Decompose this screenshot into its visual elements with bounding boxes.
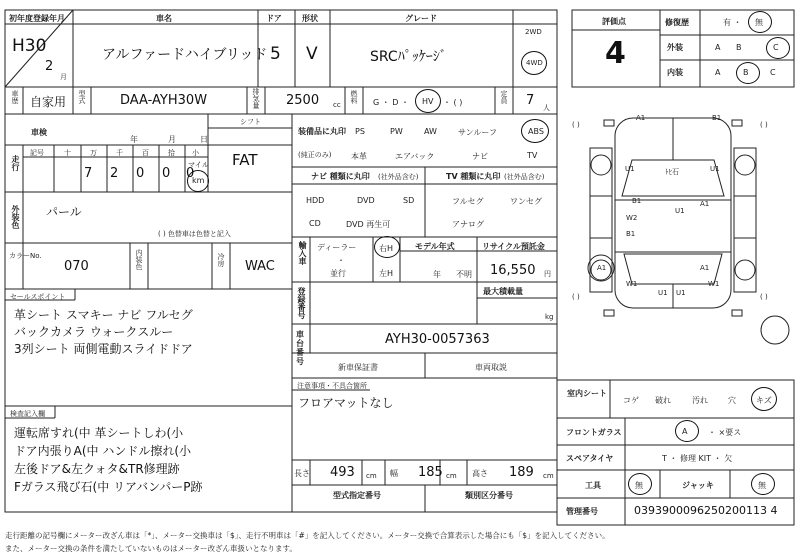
- 4wd-circle-mark: [521, 51, 547, 75]
- diagram-code: B1: [632, 197, 642, 205]
- equip-sunroof: サンルーフ: [458, 128, 497, 137]
- mileage-digit-1: 2: [110, 166, 119, 181]
- repair-none-circle-mark: [748, 11, 772, 33]
- selling-line-2: バックカメラ ウォークスルー: [14, 325, 174, 339]
- interior-b-circle-mark: [736, 62, 760, 84]
- import-right-hand: 右H: [379, 244, 394, 253]
- mileage-head-4: 百: [142, 149, 149, 157]
- km-label: km: [192, 176, 205, 185]
- width-value: 185: [418, 465, 443, 480]
- 4wd-option: 4WD: [526, 59, 543, 67]
- diagram-code: A1: [636, 114, 646, 122]
- year-label: 初年度登録年月: [9, 14, 65, 23]
- door-value: 5: [270, 44, 281, 64]
- spare-label: スペアタイヤ: [566, 454, 614, 463]
- mileage-digit-2: 0: [136, 166, 145, 181]
- type-cert-label: 型式指定番号: [333, 491, 381, 500]
- navi-title-sub: (社外品含む): [378, 173, 419, 181]
- inspector-line-4: Fガラス飛び石(中 リアバンパーP跡: [14, 480, 203, 494]
- inspector-line-2: ドア内張りA(中 ハンドル擦れ(小: [14, 444, 192, 458]
- displacement-value: 2500: [286, 93, 320, 108]
- bracket-br: ( ): [760, 293, 768, 301]
- jack-label: ジャッキ: [682, 481, 714, 490]
- type-label: 型式: [78, 90, 86, 104]
- shaken-label: 車検: [31, 128, 47, 137]
- color-no-label: カラーNo.: [9, 252, 42, 260]
- navi-dvd-play: DVD 再生可: [346, 220, 391, 229]
- notice-label: 注意事項・不具合箇所: [297, 382, 367, 390]
- seat-scratch: キズ: [756, 396, 772, 405]
- selling-points-label: セールスポイント: [10, 293, 66, 301]
- model-year-unit: 年: [433, 270, 441, 279]
- equip-pw: PW: [390, 127, 403, 136]
- color-label: 外装色: [11, 205, 20, 229]
- diagram-code: A1: [700, 264, 710, 272]
- notice-value: フロアマットなし: [298, 396, 394, 410]
- tv-analog: アナログ: [452, 220, 484, 229]
- model-value: アルファードハイブリッド: [102, 47, 268, 63]
- month-unit: 月: [60, 73, 67, 81]
- jack-circle-mark: [751, 473, 775, 495]
- equip-leather: 本革: [351, 152, 367, 161]
- inspector-line-1: 運転席すれ(中 革シートしわ(小: [14, 426, 184, 440]
- car-diagram-lines: [588, 118, 789, 344]
- color-note: ( ) 色替車は色替と記入: [158, 230, 231, 238]
- import-dealer: ディーラー: [317, 243, 357, 252]
- mileage-head-5: 拾: [168, 149, 175, 157]
- exterior-option-a: A: [715, 43, 721, 52]
- color-value: パール: [46, 205, 82, 219]
- diagram-code: W1: [708, 280, 720, 288]
- seat-scratch-circle-mark: [751, 387, 777, 411]
- equipment-label: 装備品に丸印: [298, 127, 346, 136]
- seat-dirt: 汚れ: [692, 396, 708, 405]
- abs-circle-mark: [521, 119, 549, 143]
- interior-option-c: C: [770, 68, 776, 77]
- capacity-unit: 人: [543, 104, 550, 112]
- import-dot: ・: [337, 256, 345, 265]
- interior-label: 内装: [667, 68, 683, 77]
- model-year-label: モデル年式: [415, 242, 455, 251]
- repair-options: 有 ・: [723, 18, 742, 27]
- footer-line-1: 走行距離の記号欄にメーター改ざん車は「*」、メーター交換車は「$」、走行不明車は「#」を記入してください。メーター交換で合算表示した場合にも「$」を記入してください。: [5, 531, 610, 540]
- diagram-code: W2: [626, 214, 638, 222]
- displacement-label: 排気量: [252, 88, 260, 109]
- grade-value: SRCﾊﾟｯｹｰｼﾞ: [370, 49, 447, 65]
- interior-option-a: A: [715, 68, 721, 77]
- mgmt-label: 管理番号: [566, 507, 598, 516]
- 2wd-option: 2WD: [525, 28, 542, 36]
- mileage-label: 走行: [11, 155, 20, 171]
- diagram-code: A1: [700, 200, 710, 208]
- tv-fullseg: フルセグ: [452, 197, 484, 206]
- diagram-code: U1: [675, 207, 685, 215]
- bracket-tr: ( ): [760, 121, 768, 129]
- registration-label: 登録番号: [297, 287, 306, 319]
- inspector-label: 検査記入欄: [10, 410, 45, 418]
- shift-label: シフト: [240, 118, 261, 126]
- navi-cd: CD: [309, 219, 321, 228]
- mileage-digit-0: 7: [84, 166, 93, 181]
- height-label: 高さ: [472, 469, 488, 478]
- model-year-unknown: 不明: [456, 270, 472, 279]
- mileage-head-3: 千: [116, 149, 123, 157]
- recycle-label: リサイクル預託金: [482, 242, 545, 251]
- glass-label: フロントガラス: [566, 428, 622, 437]
- tv-title-sub: (社外品含む): [504, 173, 545, 181]
- repair-selected: 無: [755, 18, 763, 27]
- max-load-label: 最大積載量: [483, 287, 523, 296]
- navi-hdd: HDD: [306, 196, 325, 205]
- jack-value: 無: [758, 481, 766, 490]
- equip-ps: PS: [355, 127, 365, 136]
- model-label: 車名: [156, 14, 172, 23]
- diagram-code: U1: [676, 289, 686, 297]
- capacity-label: 定員: [500, 90, 508, 104]
- footer-line-2: また、メーター交換の条件を満たしていないものはメーター改ざん車扱いとなります。: [5, 544, 297, 553]
- interior-seat-label: 室内シート: [567, 389, 607, 398]
- mile-label: マイル: [188, 161, 209, 169]
- shape-label: 形状: [302, 14, 318, 23]
- mileage-head-0: 記号: [30, 149, 44, 157]
- interior-option-b: B: [743, 68, 749, 77]
- glass-a: A: [682, 427, 688, 436]
- navi-title: ナビ 種類に丸印: [311, 172, 370, 181]
- shaken-month-unit: 月: [168, 135, 176, 144]
- equip-tv: TV: [527, 151, 538, 160]
- width-label: 幅: [390, 469, 398, 478]
- diagram-code: ﾄﾋ石: [665, 168, 679, 176]
- repair-label: 修復歴: [665, 18, 689, 27]
- spare-items: T ・ 修理 KIT ・ 欠: [662, 454, 733, 463]
- year-value: H30: [12, 36, 47, 56]
- tools-circle-mark: [628, 473, 652, 495]
- navi-sd: SD: [403, 196, 415, 205]
- chassis-value: AYH30-0057363: [385, 332, 490, 347]
- diagram-code: U1: [625, 165, 635, 173]
- seat-burn: コゲ: [623, 396, 639, 405]
- length-unit: cm: [366, 472, 377, 480]
- diagram-code: B1: [626, 230, 636, 238]
- length-value: 493: [330, 465, 355, 480]
- equip-abs: ABS: [528, 127, 544, 136]
- mileage-head-6: 小: [192, 149, 199, 157]
- shape-value: V: [306, 44, 318, 64]
- capacity-value: 7: [526, 93, 535, 108]
- width-unit: cm: [446, 472, 457, 480]
- ac-label: 冷房: [217, 253, 225, 267]
- shaken-day-unit: 日: [200, 135, 208, 144]
- tools-label: 工具: [585, 481, 601, 490]
- shift-value: FAT: [232, 151, 258, 169]
- manual-label: 車両取説: [475, 363, 507, 372]
- class-label: 類別区分番号: [465, 491, 513, 500]
- selling-line-3: 3列シート 両側電動スライドドア: [14, 342, 193, 356]
- mileage-digit-4: 0: [186, 166, 195, 181]
- recycle-value: 16,550: [490, 263, 536, 278]
- km-circle-mark: [187, 170, 209, 192]
- diagram-code: A1: [597, 264, 607, 272]
- glass-a-circle-mark: [675, 420, 699, 442]
- score-label: 評価点: [602, 17, 626, 26]
- category-value: 自家用: [30, 95, 67, 109]
- ac-value: WAC: [245, 259, 275, 274]
- mileage-digit-3: 0: [162, 166, 171, 181]
- month-value: 2: [45, 59, 54, 74]
- hv-circle-mark: [415, 89, 441, 113]
- right-hand-circle-mark: [374, 236, 400, 258]
- import-label: 輸入車: [298, 241, 307, 265]
- fuel-selected: HV: [422, 97, 434, 106]
- exterior-c-circle-mark: [766, 37, 790, 59]
- selling-line-1: 革シート スマキー ナビ フルセグ: [14, 308, 193, 322]
- color-no-value: 070: [64, 259, 89, 274]
- fuel-extra: ・ ( ): [443, 98, 463, 107]
- diagram-code: U1: [658, 289, 668, 297]
- type-value: DAA-AYH30W: [120, 93, 208, 108]
- shaken-year-unit: 年: [130, 135, 138, 144]
- inspector-line-3: 左後ドア&左クォタ&TR修理跡: [14, 462, 180, 476]
- height-value: 189: [509, 465, 534, 480]
- seat-hole: 穴: [728, 396, 736, 405]
- category-label: 車歴: [11, 90, 19, 104]
- diagram-code: W1: [626, 280, 638, 288]
- equip-navi: ナビ: [472, 152, 488, 161]
- interior-color-label: 内装色: [135, 249, 143, 270]
- recycle-unit: 円: [544, 270, 551, 278]
- exterior-label: 外装: [667, 43, 683, 52]
- warranty-label: 新車保証書: [338, 363, 378, 372]
- chassis-label: 車台番号: [296, 330, 304, 366]
- tv-title: TV 種類に丸印: [446, 172, 501, 181]
- exterior-option-c: C: [773, 43, 779, 52]
- glass-rest: ・ ×要ス: [708, 428, 742, 437]
- navi-dvd: DVD: [357, 196, 375, 205]
- tv-oneseg: ワンセグ: [510, 197, 542, 206]
- length-label: 長さ: [294, 469, 310, 478]
- displacement-unit: cc: [333, 101, 341, 109]
- equip-aw: AW: [424, 127, 437, 136]
- fuel-label: 燃料: [350, 90, 358, 104]
- bracket-bl: ( ): [572, 293, 580, 301]
- height-unit: cm: [543, 472, 554, 480]
- score-value: 4: [605, 36, 626, 71]
- equip-airbag: エアバック: [395, 152, 435, 161]
- mileage-head-2: 万: [90, 149, 97, 157]
- seat-tear: 破れ: [655, 396, 671, 405]
- load-unit: kg: [545, 313, 554, 321]
- import-left-hand: 左H: [379, 269, 394, 278]
- tools-value: 無: [635, 481, 643, 490]
- fuel-options: G ・ D ・: [373, 98, 409, 107]
- exterior-option-b: B: [736, 43, 742, 52]
- bracket-tl: ( ): [572, 121, 580, 129]
- grade-label: グレード: [405, 14, 437, 23]
- diagram-code: B1: [712, 114, 722, 122]
- import-parallel: 並行: [330, 269, 346, 278]
- equipment-label-sub: (純正のみ): [298, 151, 332, 159]
- mgmt-value: 0393900096250200113 4: [634, 504, 778, 517]
- diagram-code: U1: [710, 165, 720, 173]
- mileage-head-1: 十: [64, 149, 71, 157]
- door-label: ドア: [266, 14, 282, 23]
